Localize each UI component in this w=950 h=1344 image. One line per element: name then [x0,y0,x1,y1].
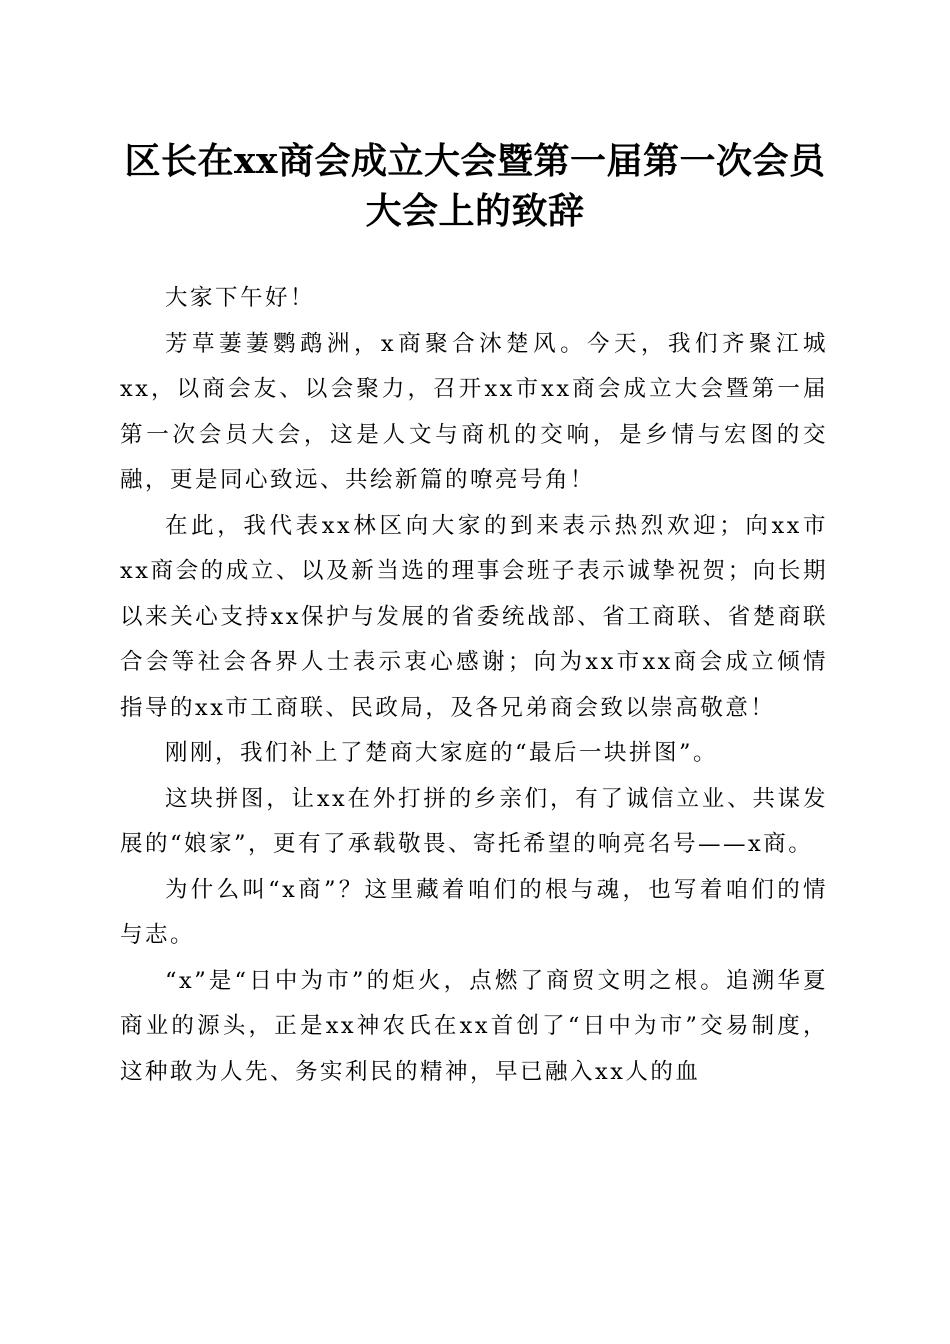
document-body [120,276,828,1095]
paragraph-greeting: 大家下午好！ [165,285,316,311]
title-line-2: 大会上的致辞 [365,190,585,232]
title-line-1: 区长在xx商会成立大会暨第一届第一次会员 [124,140,826,182]
paragraph: 在此，我代表xx林区向大家的到来表示热烈欢迎；向xx市xx商会的成立、以及新当选的理事会班子表示诚挚祝贺；向长期以来关心支持xx保护与发展的省委统战部、省工商联、省楚商联合会等社会各界人士表示衷心感谢；向为xx市xx商会成立倾情指导的xx市工商联、民政局，及各兄弟商会致以崇高敬意！ [120,512,828,721]
paragraph: 刚刚，我们补上了楚商大家庭的“最后一块拼图”。 [165,740,719,766]
document-title [110,136,840,236]
paragraph: “x”是“日中为市”的炬火，点燃了商贸文明之根。追溯华夏商业的源头，正是xx神农氏在xx首创了“日中为市”交易制度，这种敢为人先、务实利民的精神，早已融入xx人的血 [120,967,828,1085]
paragraph: 这块拼图，让xx在外打拼的乡亲们，有了诚信立业、共谋发展的“娘家”，更有了承载敬畏、寄托希望的响亮名号——x商。 [120,785,828,857]
paragraph: 为什么叫“x商”？这里藏着咱们的根与魂，也写着咱们的情与志。 [120,876,828,948]
paragraph: 芳草萋萋鹦鹉洲，x商聚合沐楚风。今天，我们齐聚江城xx，以商会友、以会聚力，召开xx市xx商会成立大会暨第一届第一次会员大会，这是人文与商机的交响，是乡情与宏图的交融，更是同心致远、共绘新篇的嘹亮号角！ [120,330,828,493]
